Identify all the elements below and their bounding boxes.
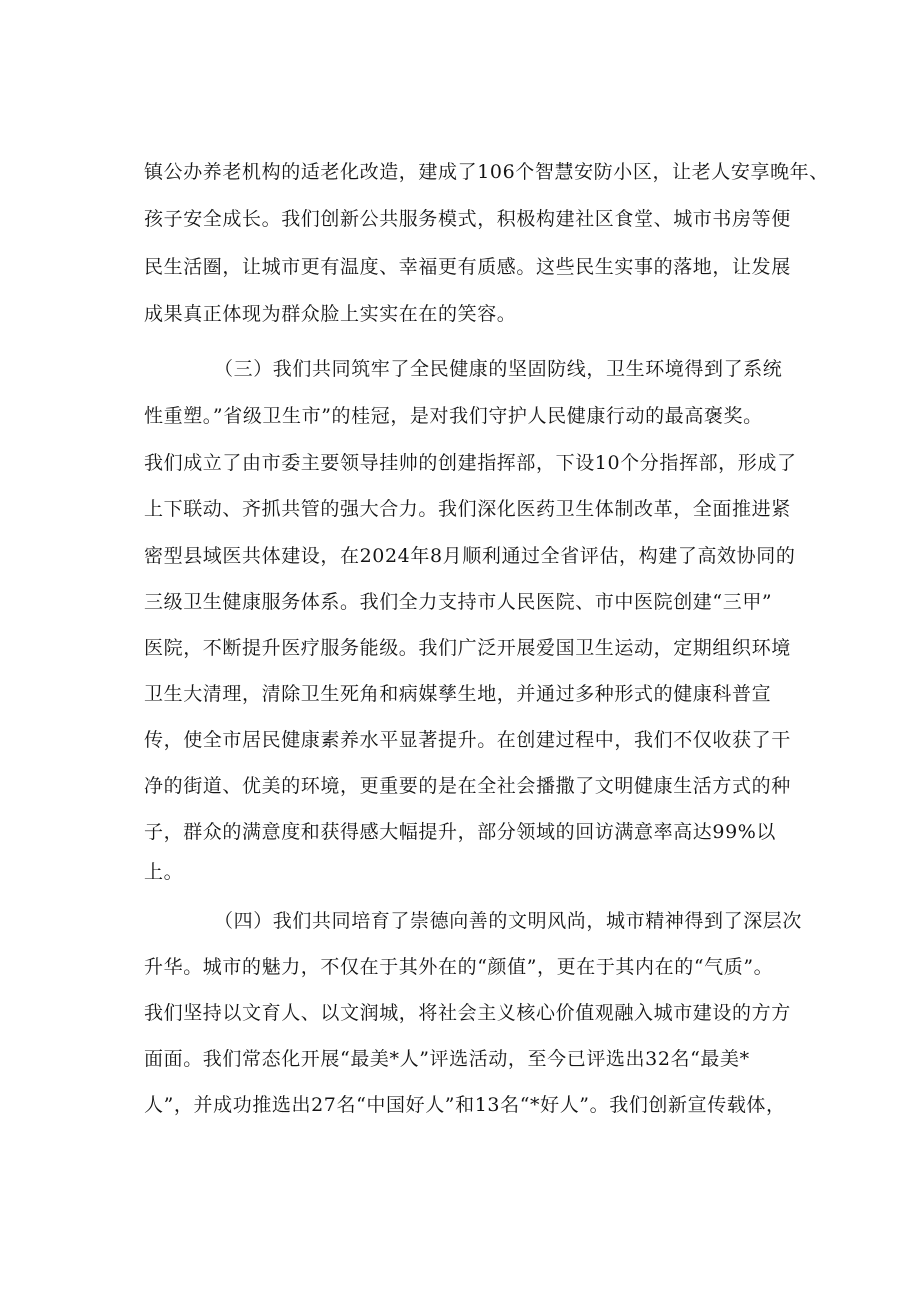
- text-line-8: 上下联动、齐抓共管的强大合力。我们深化医药卫生体制改革，全面推进紧: [144, 498, 791, 520]
- text-line-10: 三级卫生健康服务体系。我们全力支持市人民医院、市中医院创建“三甲”: [144, 591, 773, 613]
- section-3-heading-line: （三）我们共同筑牢了全民健康的坚固防线，卫生环境得到了系统: [214, 358, 783, 380]
- text-line-19: 我们坚持以文育人、以文润城，将社会主义核心价值观融入城市建设的方方: [144, 1002, 791, 1024]
- section-4-heading-line: （四）我们共同培育了崇德向善的文明风尚，城市精神得到了深层次: [214, 910, 803, 932]
- text-line-1: 镇公办养老机构的适老化改造，建成了106个智慧安防小区，让老人安享晚年、: [144, 161, 829, 183]
- text-line-18: 升华。城市的魅力，不仅在于其外在的“颜值”，更在于其内在的“气质”。: [144, 956, 774, 978]
- text-line-9: 密型县域医共体建设，在2024年8月顺利通过全省评估，构建了高效协同的: [144, 545, 796, 567]
- text-line-16: 上。: [144, 861, 184, 883]
- text-line-3: 民生活圈，让城市更有温度、幸福更有质感。这些民生实事的落地，让发展: [144, 256, 791, 278]
- text-line-11: 医院，不断提升医疗服务能级。我们广泛开展爱国卫生运动，定期组织环境: [144, 637, 791, 659]
- text-line-20: 面面。我们常态化开展“最美*人”评选活动，至今已评选出32名“最美*: [144, 1048, 750, 1070]
- text-line-6: 性重塑。”省级卫生市”的桂冠，是对我们守护人民健康行动的最高褒奖。: [144, 405, 763, 427]
- text-line-7: 我们成立了由市委主要领导挂帅的创建指挥部，下设10个分指挥部，形成了: [144, 452, 797, 474]
- text-line-21: 人”，并成功推选出27名“中国好人”和13名“*好人”。我们创新宣传载体，: [144, 1094, 786, 1116]
- text-line-2: 孩子安全成长。我们创新公共服务模式，积极构建社区食堂、城市书房等便: [144, 208, 791, 230]
- text-line-15: 子，群众的满意度和获得感大幅提升，部分领域的回访满意率高达99%以: [144, 821, 777, 843]
- text-line-14: 净的街道、优美的环境，更重要的是在全社会播撒了文明健康生活方式的种: [144, 775, 791, 797]
- text-line-12: 卫生大清理，清除卫生死角和病媒孳生地，并通过多种形式的健康科普宣: [144, 683, 772, 705]
- text-line-4: 成果真正体现为群众脸上实实在在的笑容。: [144, 303, 517, 325]
- text-line-13: 传，使全市居民健康素养水平显著提升。在创建过程中，我们不仅收获了干: [144, 729, 791, 751]
